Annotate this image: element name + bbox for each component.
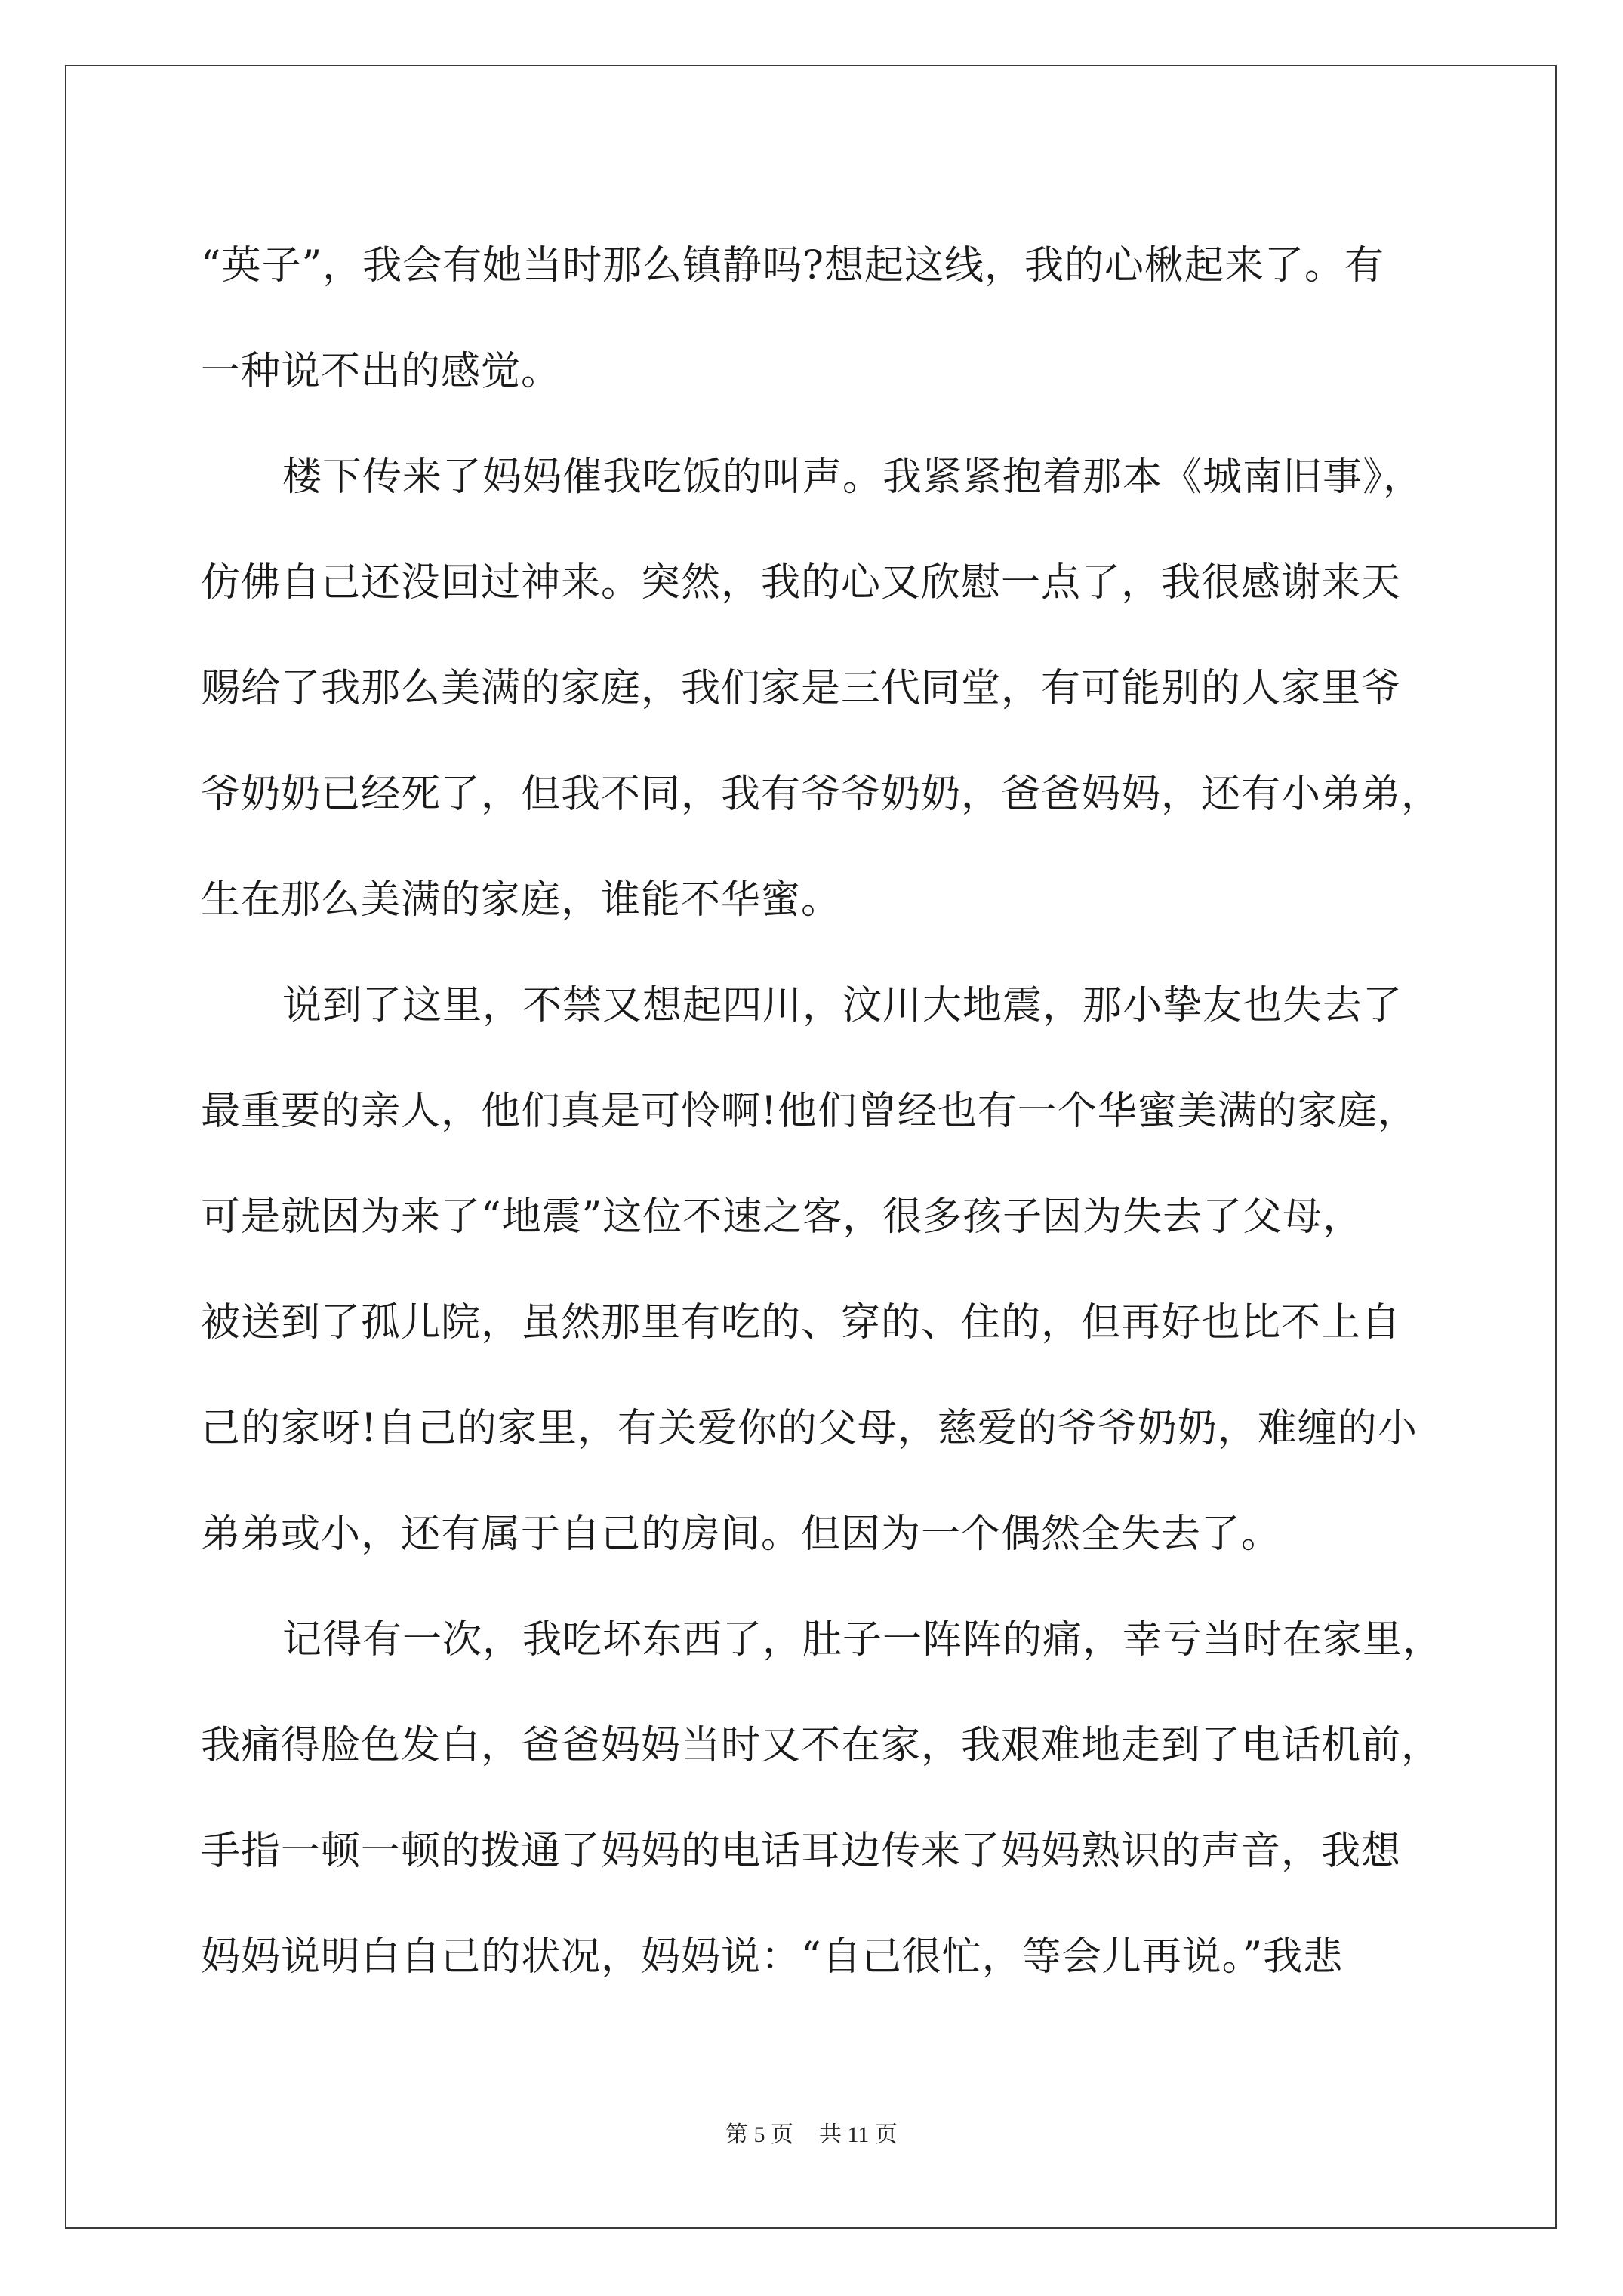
text-line: 生在那么美满的家庭，谁能不华蜜。 <box>201 877 842 923</box>
text-line: 可是就因为来了“地震”这位不速之客，很多孩子因为失去了父母， <box>201 1194 1363 1240</box>
text-line: 爷奶奶已经死了，但我不同，我有爷爷奶奶，爸爸妈妈，还有小弟弟， <box>201 772 1442 817</box>
paragraph-start-line: 说到了这里，不禁又想起四川，汶川大地震，那小挚友也失去了 <box>282 983 1403 1028</box>
text-line: 妈妈说明白自己的状况，妈妈说：“自己很忙，等会儿再说。”我悲 <box>201 1934 1344 1980</box>
text-line: “英子”，我会有她当时那么镇静吗?想起这线，我的心楸起来了。有 <box>201 243 1385 288</box>
text-line: 己的家呀!自己的家里，有关爱你的父母，慈爱的爷爷奶奶，难缠的小 <box>201 1406 1418 1451</box>
text-line: 被送到了孤儿院，虽然那里有吃的、穿的、住的，但再好也比不上自 <box>201 1300 1402 1345</box>
paragraph-start-line: 记得有一次，我吃坏东西了，肚子一阵阵的痛，幸亏当时在家里， <box>282 1617 1443 1663</box>
text-line: 我痛得脸色发白，爸爸妈妈当时又不在家，我艰难地走到了电话机前， <box>201 1723 1442 1768</box>
text-line: 仿佛自己还没回过神来。突然，我的心又欣慰一点了，我很感谢来天 <box>201 560 1402 606</box>
text-line: 手指一顿一顿的拨通了妈妈的电话耳边传来了妈妈熟识的声音，我想 <box>201 1829 1402 1874</box>
text-line: 最重要的亲人，他们真是可怜啊!他们曾经也有一个华蜜美满的家庭， <box>201 1089 1418 1134</box>
paragraph-start-line: 楼下传来了妈妈催我吃饭的叫声。我紧紧抱着那本《城南旧事》， <box>282 455 1424 500</box>
page-footer <box>0 2116 1623 2149</box>
page-number-current: 第 5 页 <box>725 2122 794 2147</box>
text-line: 弟弟或小，还有属于自己的房间。但因为一个偶然全失去了。 <box>201 1512 1282 1557</box>
document-body <box>201 213 1443 2010</box>
page-number-total: 共 11 页 <box>819 2122 898 2147</box>
text-line: 赐给了我那么美满的家庭，我们家是三代同堂，有可能别的人家里爷 <box>201 666 1402 711</box>
text-line: 一种说不出的感觉。 <box>201 349 562 394</box>
